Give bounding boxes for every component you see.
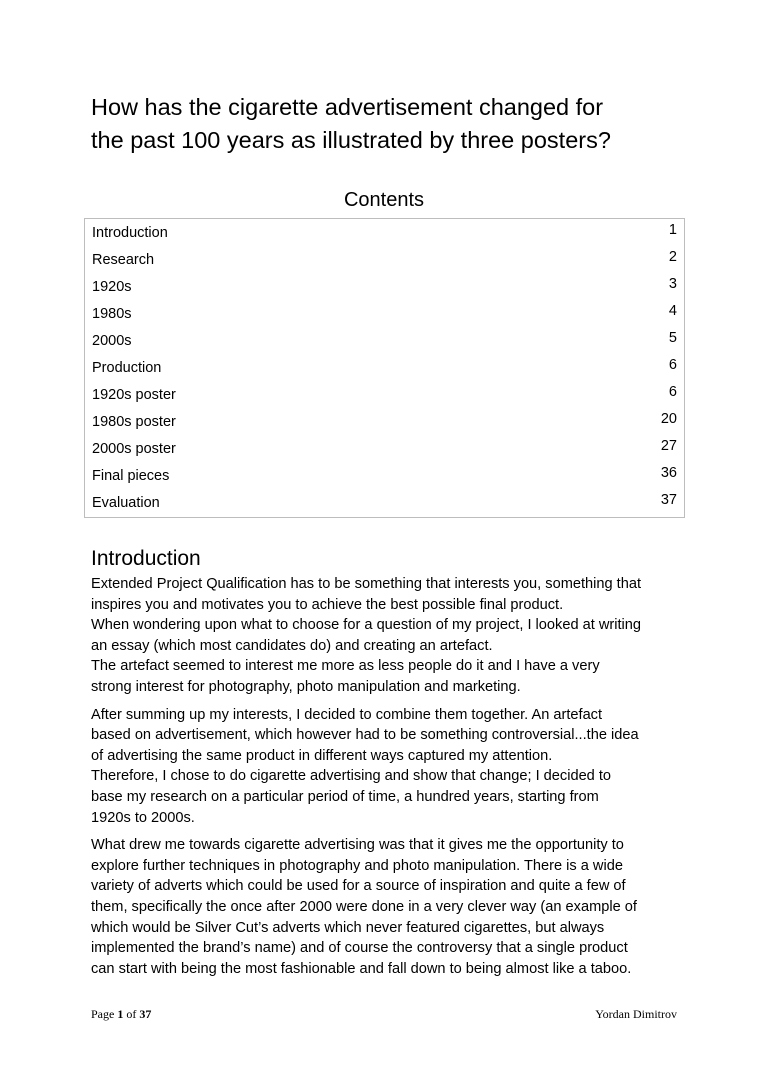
text-line: 1920s to 2000s. xyxy=(91,809,195,826)
paragraph xyxy=(91,705,691,829)
text-line: can start with being the most fashionable and fall down to being almost like a taboo. xyxy=(91,960,632,977)
text-line: variety of adverts which could be used for a source of inspiration and quite a few of xyxy=(91,878,626,895)
toc-entry-label: Production xyxy=(92,360,162,376)
toc-entry-page: 2 xyxy=(668,249,677,265)
contents-heading: Contents xyxy=(343,189,425,211)
footer-current-page: 1 xyxy=(117,1007,124,1021)
text-line: Therefore, I chose to do cigarette advertising and show that change; I decided to xyxy=(91,768,612,785)
toc-entry[interactable] xyxy=(85,355,684,382)
section-heading-introduction: Introduction xyxy=(91,547,201,570)
footer-page-word: Page xyxy=(91,1007,115,1021)
document-title xyxy=(91,91,691,157)
footer-page-number xyxy=(91,1007,151,1022)
toc-entry-page: 6 xyxy=(668,384,677,400)
text-line: The artefact seemed to interest me more as less people do it and I have a very xyxy=(91,658,600,675)
toc-entry-page: 4 xyxy=(668,303,677,319)
toc-entry-page: 27 xyxy=(660,438,677,454)
text-line: implemented the brand’s name) and of course the controversy that a single product xyxy=(91,940,628,957)
text-line: explore further techniques in photography and photo manipulation. There is a wide xyxy=(91,857,623,874)
toc-entry-page: 1 xyxy=(668,222,677,238)
toc-entry-label: Research xyxy=(92,252,155,268)
text-line: based on advertisement, which however had to be something controversial...the idea xyxy=(91,727,639,744)
text-line: When wondering upon what to choose for a question of my project, I looked at writing xyxy=(91,617,642,634)
toc-entry[interactable] xyxy=(85,409,684,436)
table-of-contents xyxy=(84,218,685,518)
toc-entry[interactable] xyxy=(85,328,684,355)
toc-entry[interactable] xyxy=(85,463,684,490)
toc-entry[interactable] xyxy=(85,382,684,409)
toc-entry-label: 1980s poster xyxy=(92,414,176,430)
toc-entry-label: 2000s poster xyxy=(92,441,176,457)
text-line: strong interest for photography, photo manipulation and marketing. xyxy=(91,678,521,695)
toc-entry-label: Introduction xyxy=(92,225,168,241)
text-line: After summing up my interests, I decided to combine them together. An artefact xyxy=(91,706,603,723)
text-line: an essay (which most candidates do) and creating an artefact. xyxy=(91,637,493,654)
toc-entry-label: 1920s poster xyxy=(92,387,176,403)
toc-entry-label: Evaluation xyxy=(92,495,160,511)
title-line: the past 100 years as illustrated by three posters? xyxy=(91,127,611,153)
toc-entry-page: 3 xyxy=(668,276,677,292)
introduction-body xyxy=(91,574,691,986)
toc-entry-label: 2000s xyxy=(92,333,132,349)
text-line: of advertising the same product in different ways captured my attention. xyxy=(91,747,553,764)
toc-entry[interactable] xyxy=(85,220,684,247)
text-line: which would be Silver Cut’s adverts which never featured cigarettes, but always xyxy=(91,919,605,936)
toc-entry-page: 6 xyxy=(668,357,677,373)
footer-of-word: of xyxy=(126,1007,137,1021)
toc-entry-page: 5 xyxy=(668,330,677,346)
toc-entry[interactable] xyxy=(85,274,684,301)
toc-entry-page: 37 xyxy=(660,492,677,508)
toc-entry[interactable] xyxy=(85,436,684,463)
paragraph xyxy=(91,835,691,979)
toc-entry-label: 1920s xyxy=(92,279,132,295)
toc-entry-label: 1980s xyxy=(92,306,132,322)
footer-author: Yordan Dimitrov xyxy=(595,1007,677,1021)
title-line: How has the cigarette advertisement changed for xyxy=(91,94,604,120)
paragraph xyxy=(91,574,691,698)
text-line: them, specifically the once after 2000 were done in a very clever way (an example of xyxy=(91,898,637,915)
toc-entry[interactable] xyxy=(85,247,684,274)
text-line: base my research on a particular period of time, a hundred years, starting from xyxy=(91,788,599,805)
toc-entry[interactable] xyxy=(85,301,684,328)
text-line: What drew me towards cigarette advertising was that it gives me the opportunity to xyxy=(91,837,624,854)
toc-entry-label: Final pieces xyxy=(92,468,170,484)
toc-entry[interactable] xyxy=(85,490,684,517)
text-line: inspires you and motivates you to achieve the best possible final product. xyxy=(91,596,564,613)
footer-total-pages: 37 xyxy=(139,1007,152,1021)
text-line: Extended Project Qualification has to be something that interests you, something that xyxy=(91,576,642,592)
toc-entry-page: 20 xyxy=(660,411,677,427)
toc-entry-page: 36 xyxy=(660,465,677,481)
